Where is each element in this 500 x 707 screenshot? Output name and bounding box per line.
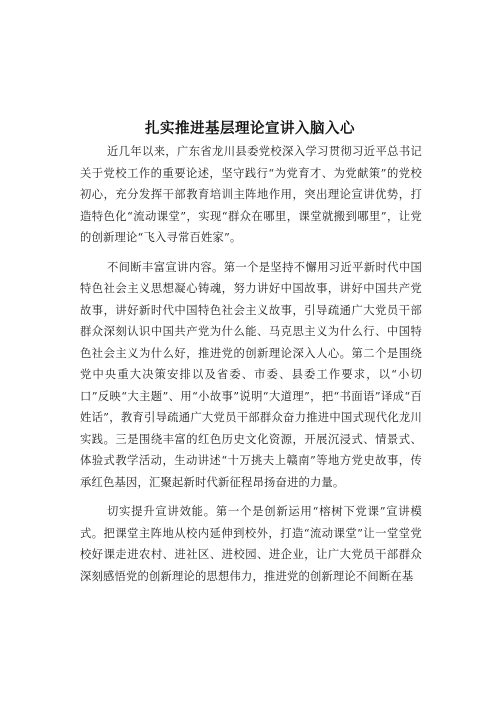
paragraph-content: 不间断丰富宣讲内容。第一个是坚持不懈用习近平新时代中国特色社会主义思想凝心铸魂，努力讲好中国故事，讲好中国共产党故事，讲好新时代中国特色社会主义故事，引导疏通广大党员干部群众深刻认识中国共产党为什么能、马克思主义为什么行、中国特色社会主义为什么好，推进党的创新理论深入人心。第二个是围绕党中央重大决策安排以及省委、市委、县委工作要求，以“小切口”反映“大主题”、用“小故事”说明“大道理”，把“书面语”译成“百姓话”，教育引导疏通广大党员干部群众奋力推进中国式现代化龙川实践。三是围绕丰富的红色历史文化资源，开展沉浸式、情景式、体验式教学活动，生动讲述“十万挑夫上赣南”等地方党史故事，传承红色基因，汇聚起新时代新征程昂扬奋进的力量。 [80, 260, 422, 489]
document-title: 扎实推进基层理论宣讲入脑入心 [145, 121, 355, 137]
paragraph-intro: 近几年以来，广东省龙川县委党校深入学习贯彻习近平总书记关于党校工作的重要论述，坚守践行“为党育才、为党献策”的党校初心，充分发挥干部教育培训主阵地作用，突出理论宣讲优势，打造特色化“流动课堂”，实现“群众在哪里，课堂就搬到哪里”，让党的创新理论“飞入寻常百姓家”。 [80, 145, 422, 244]
document-body [80, 141, 422, 595]
paragraph-effectiveness: 切实提升宣讲效能。第一个是创新运用“榕树下党课”宣讲模式。把课堂主阵地从校内延伸到校外，打造“流动课堂”让一堂堂党校好课走进农村、进社区、进校园、进企业，让广大党员干部群众深刻感悟党的创新理论的思想伟力，推进党的创新理论不间断在基 [80, 505, 422, 583]
